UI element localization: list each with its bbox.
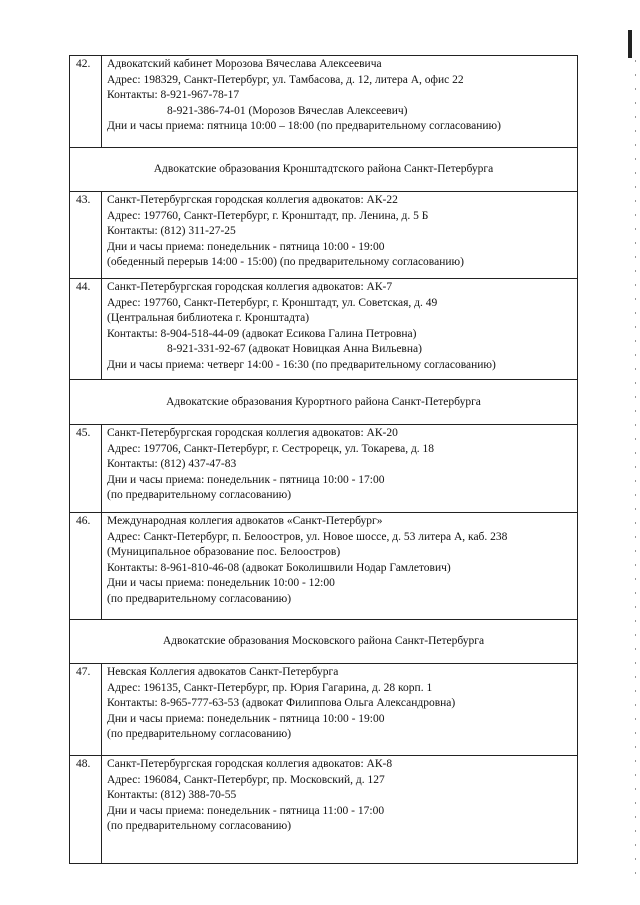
entry-contacts-extra: 8-921-386-74-01 (Морозов Вячеслав Алексеевич) (167, 104, 408, 117)
entry-address-note: (Центральная библиотека г. Кронштадта) (107, 312, 310, 324)
section-header-kurortny: Адвокатские образования Курортного района Санкт-Петербурга (70, 380, 578, 425)
entry-content (102, 192, 577, 278)
row-number: 42. (70, 56, 102, 147)
table-row (70, 56, 578, 148)
row-number: 47. (70, 664, 102, 755)
entry-hours: Дни и часы приема: понедельник 10:00 - 12:00 (107, 577, 335, 589)
entry-contacts: Контакты: 8-904-518-44-09 (адвокат Есикова Галина Петровна) (107, 327, 417, 340)
entry-address: Адрес: Санкт-Петербург, п. Белоостров, ул. Новое шоссе, д. 53 литера А, каб. 238 (107, 530, 508, 543)
entry-hours: Дни и часы приема: понедельник - пятница 10:00 - 17:00 (107, 473, 385, 486)
row-number: 45. (70, 425, 102, 512)
entry-org: Санкт-Петербургская городская коллегия адвокатов: АК-20 (107, 427, 398, 439)
entry-hours-note: (по предварительному согласованию) (107, 820, 292, 832)
entry-hours-note: (по предварительному согласованию) (107, 592, 292, 605)
entry-content (102, 279, 577, 379)
entry-org: Санкт-Петербургская городская коллегия адвокатов: АК-8 (107, 758, 393, 770)
entry-address-note: (Муниципальное образование пос. Белоостров) (107, 546, 341, 558)
entry-org: Санкт-Петербургская городская коллегия адвокатов: АК-7 (107, 281, 393, 293)
entry-content (102, 425, 577, 512)
entry-hours: Дни и часы приема: понедельник - пятница 10:00 - 19:00 (107, 712, 385, 725)
entry-content (102, 756, 577, 863)
table-row (70, 425, 578, 513)
scan-edge-dots (635, 60, 636, 880)
entry-org: Международная коллегия адвокатов «Санкт-Петербург» (107, 515, 383, 527)
lawyers-table (69, 55, 578, 864)
entry-address: Адрес: 198329, Санкт-Петербург, ул. Тамбасова, д. 12, литера А, офис 22 (107, 73, 464, 86)
row-number: 43. (70, 192, 102, 278)
scan-margin-mark (628, 30, 632, 58)
entry-hours: Дни и часы приема: понедельник - пятница 10:00 - 19:00 (107, 240, 385, 253)
entry-contacts: Контакты: 8-921-967-78-17 (107, 89, 240, 101)
entry-hours: Дни и часы приема: понедельник - пятница 11:00 - 17:00 (107, 804, 385, 817)
entry-org: Санкт-Петербургская городская коллегия адвокатов: АК-22 (107, 194, 398, 206)
entry-contacts: Контакты: 8-965-777-63-53 (адвокат Филиппова Ольга Александровна) (107, 697, 456, 709)
table-row (70, 664, 578, 756)
section-header-kronshtadt: Адвокатские образования Кронштадтского района Санкт-Петербурга (70, 148, 578, 192)
entry-address: Адрес: 197760, Санкт-Петербург, г. Кронштадт, ул. Советская, д. 49 (107, 296, 438, 309)
entry-content (102, 56, 577, 147)
entry-contacts: Контакты: 8-961-810-46-08 (адвокат Боколишвили Нодар Гамлетович) (107, 561, 451, 574)
table-row (70, 192, 578, 279)
table-row (70, 756, 578, 864)
entry-content (102, 664, 577, 755)
row-number: 48. (70, 756, 102, 863)
entry-hours: Дни и часы приема: пятница 10:00 – 18:00 (по предварительному согласованию) (107, 120, 501, 132)
table-row (70, 279, 578, 380)
entry-address: Адрес: 197760, Санкт-Петербург, г. Кронштадт, пр. Ленина, д. 5 Б (107, 209, 429, 222)
row-number: 46. (70, 513, 102, 619)
entry-hours-note: (по предварительному согласованию) (107, 728, 292, 740)
entry-address: Адрес: 196084, Санкт-Петербург, пр. Московский, д. 127 (107, 773, 385, 786)
entry-hours: Дни и часы приема: четверг 14:00 - 16:30 (по предварительному согласованию) (107, 358, 496, 371)
entry-org: Невская Коллегия адвокатов Санкт-Петербурга (107, 666, 339, 678)
entry-hours-note: (обеденный перерыв 14:00 - 15:00) (по предварительному согласованию) (107, 256, 464, 268)
entry-content (102, 513, 577, 619)
entry-contacts-extra: 8-921-331-92-67 (адвокат Новицкая Анна Вильевна) (167, 343, 422, 355)
entry-address: Адрес: 197706, Санкт-Петербург, г. Сестрорецк, ул. Токарева, д. 18 (107, 442, 435, 455)
entry-hours-note: (по предварительному согласованию) (107, 489, 292, 501)
section-header-moskovsky: Адвокатские образования Московского района Санкт-Петербурга (70, 620, 578, 664)
entry-contacts: Контакты: (812) 388-70-55 (107, 789, 237, 801)
entry-address: Адрес: 196135, Санкт-Петербург, пр. Юрия Гагарина, д. 28 корп. 1 (107, 681, 433, 694)
entry-org: Адвокатский кабинет Морозова Вячеслава Алексеевича (107, 58, 382, 70)
entry-contacts: Контакты: (812) 437-47-83 (107, 458, 237, 470)
row-number: 44. (70, 279, 102, 379)
table-row (70, 513, 578, 620)
entry-contacts: Контакты: (812) 311-27-25 (107, 225, 236, 237)
